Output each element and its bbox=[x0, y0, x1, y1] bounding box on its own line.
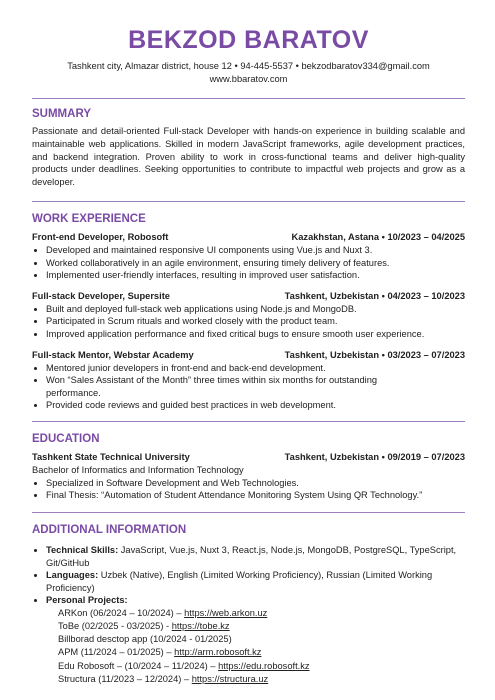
projects-label: Personal Projects: bbox=[46, 595, 128, 606]
job-location-dates: Kazakhstan, Astana • 10/2023 – 04/2025 bbox=[291, 231, 465, 242]
list-item: • Improved application performance and fixed critical bugs to ensure smooth user experience. bbox=[46, 328, 465, 341]
divider bbox=[32, 98, 465, 99]
list-item: • Participated in Scrum rituals and worked closely with the product team. bbox=[46, 315, 465, 328]
project-text: APM (11/2024 – 01/2025) – bbox=[58, 647, 175, 658]
project-link[interactable]: https://tobe.kz bbox=[171, 621, 230, 632]
project-text: ARKon (06/2024 – 10/2024) – bbox=[58, 607, 185, 618]
list-item: • Provided code reviews and guided best practices in web development. bbox=[46, 399, 465, 412]
languages-item bbox=[46, 569, 465, 594]
list-item: • Developed and maintained responsive UI components using Vue.js and Nuxt 3. bbox=[46, 244, 465, 257]
job-role: Front-end Developer, Robosoft bbox=[32, 231, 169, 242]
job-bullets bbox=[32, 303, 465, 341]
project-line bbox=[32, 673, 465, 686]
list-item: • Worked collaboratively in an agile environment, ensuring timely delivery of features. bbox=[46, 257, 465, 270]
divider bbox=[32, 201, 465, 202]
project-link[interactable]: http://arm.robosoft.kz bbox=[174, 647, 262, 658]
project-text: ToBe (02/2025 - 03/2025) - bbox=[58, 621, 172, 632]
project-text: Billborad desctop app (10/2024 - 01/2025) bbox=[58, 634, 232, 645]
job-header bbox=[32, 290, 465, 303]
school-name: Tashkent State Technical University bbox=[32, 451, 190, 462]
list-item: • Mentored junior developers in front-end and back-end development. bbox=[46, 362, 465, 375]
project-text: Structura (11/2023 – 12/2024) – bbox=[58, 673, 192, 684]
job-header bbox=[32, 231, 465, 244]
website-line: www.bbaratov.com bbox=[209, 74, 288, 84]
project-line bbox=[32, 633, 465, 646]
project-link[interactable]: https://web.arkon.uz bbox=[184, 607, 268, 618]
education-title: EDUCATION bbox=[32, 432, 100, 445]
project-link[interactable]: https://edu.robosoft.kz bbox=[218, 660, 310, 671]
degree: Bachelor of Informatics and Information Technology bbox=[32, 464, 244, 475]
list-item: • Specialized in Software Development and Web Technologies. bbox=[46, 477, 465, 490]
job-entry bbox=[32, 231, 465, 282]
job-location-dates: Tashkent, Uzbekistan • 03/2023 – 07/2023 bbox=[284, 349, 465, 360]
project-text: Edu Robosoft – (10/2024 – 11/2024) – bbox=[58, 660, 219, 671]
contact-line: Tashkent city, Almazar district, house 12 • 94-445-5537 • bekzodbaratov334@gmail.com bbox=[67, 61, 430, 71]
project-link[interactable]: https://structura.uz bbox=[191, 673, 269, 684]
candidate-name: BEKZOD BARATOV bbox=[128, 26, 369, 54]
divider bbox=[32, 512, 465, 513]
job-entry bbox=[32, 349, 465, 412]
job-entry bbox=[32, 290, 465, 341]
projects-item bbox=[46, 594, 465, 607]
job-bullets bbox=[32, 244, 465, 282]
experience-title: WORK EXPERIENCE bbox=[32, 212, 146, 225]
languages-text: Uzbek (Native), English (Limited Working Proficiency), Russian (Limited Working Proficiency) bbox=[46, 570, 433, 593]
education-location-dates: Tashkent, Uzbekistan • 09/2019 – 07/2023 bbox=[284, 451, 465, 462]
project-line bbox=[32, 607, 465, 620]
job-location-dates: Tashkent, Uzbekistan • 04/2023 – 10/2023 bbox=[284, 290, 465, 301]
job-role: Full-stack Developer, Supersite bbox=[32, 290, 170, 301]
job-header bbox=[32, 349, 465, 362]
education-entry bbox=[32, 451, 465, 502]
list-item: • Final Thesis: “Automation of Student Attendance Monitoring System Using QR Technology.” bbox=[46, 489, 465, 502]
project-line bbox=[32, 620, 465, 633]
summary-text: Passionate and detail-oriented Full-stack Developer with hands-on experience in building scalable and maintainable web applications. Skilled in modern JavaScript frameworks, agile development practices, and backend integration. Proven ability to work in cross-functional teams and deliver high-quality products under deadlines. Seeking opportunities to contribute to impactful web projects and grow as a developer. bbox=[32, 126, 465, 188]
skills-text: JavaScript, Vue.js, Nuxt 3, React.js, Node.js, MongoDB, PostgreSQL, TypeScript, Git/GitHub bbox=[46, 544, 457, 568]
education-bullets bbox=[32, 477, 465, 502]
list-item: • Implemented user-friendly interfaces, resulting in improved user satisfaction. bbox=[46, 269, 465, 282]
project-line bbox=[32, 646, 465, 659]
education-header bbox=[32, 451, 465, 464]
languages-label: Languages: bbox=[46, 570, 99, 581]
job-role: Full-stack Mentor, Webstar Academy bbox=[32, 349, 194, 360]
skills-item bbox=[46, 544, 465, 569]
project-line bbox=[32, 660, 465, 673]
divider bbox=[32, 421, 465, 422]
projects-list bbox=[32, 607, 465, 686]
list-item: • Won “Sales Assistant of the Month” three times within six months for outstanding performance. bbox=[46, 374, 465, 399]
additional-list bbox=[32, 544, 465, 607]
list-item: • Built and deployed full-stack web applications using Node.js and MongoDB. bbox=[46, 303, 465, 316]
job-bullets bbox=[32, 362, 465, 412]
skills-label: Technical Skills: bbox=[46, 544, 119, 555]
additional-title: ADDITIONAL INFORMATION bbox=[32, 523, 187, 536]
summary-title: SUMMARY bbox=[32, 108, 91, 120]
